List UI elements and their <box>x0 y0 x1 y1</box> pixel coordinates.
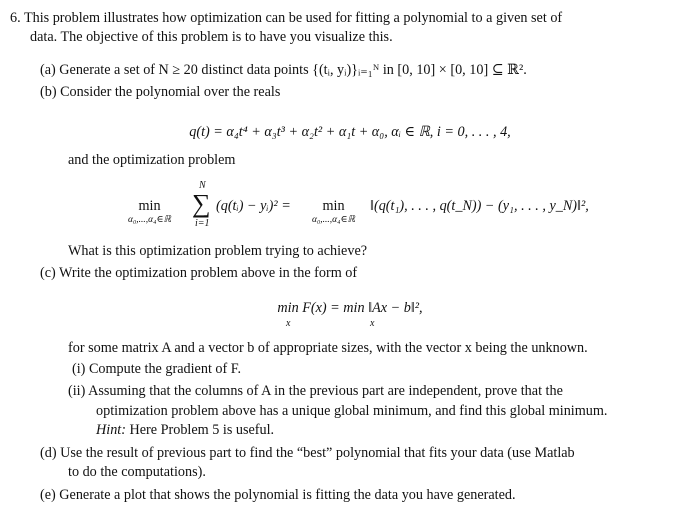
min-sub-x-2: x <box>370 318 375 329</box>
part-c-text: Write the optimization problem above in the form of <box>59 265 358 281</box>
min-subscript: α₀,...,α₄∈ℝ <box>128 215 172 226</box>
part-d-line2: to do the computations). <box>68 464 206 480</box>
part-e-text: Generate a plot that shows the polynomial is fitting the data you have generated. <box>59 487 516 503</box>
part-d <box>40 445 575 462</box>
hint-text: Here Problem 5 is useful. <box>129 422 275 438</box>
and-optimization-text: and the optimization problem <box>68 152 236 168</box>
part-c-ii-label: (ii) <box>68 383 86 399</box>
polynomial-equation: q(t) = α₄t⁴ + α₃t³ + α₂t² + α₁t + α₀, αᵢ ∈ ℝ, i = 0, . . . , 4, <box>189 124 511 140</box>
part-c-i-label: (i) <box>72 361 86 377</box>
min-operator-2 <box>312 198 355 226</box>
min-operator <box>128 198 171 226</box>
least-squares-form: min F(x) = min ‖Ax − b‖², <box>277 300 423 316</box>
part-c-ii-line1: Assuming that the columns of A in the previous part are independent, prove that the <box>88 383 563 399</box>
min-subscript-2: α₀,...,α₄∈ℝ <box>312 215 356 226</box>
part-c-context: for some matrix A and a vector b of appropriate sizes, with the vector x being the unknown. <box>68 340 588 356</box>
min-word-2: min <box>322 198 345 214</box>
part-c <box>40 265 357 282</box>
part-d-label: (d) <box>40 445 57 461</box>
part-a-label: (a) <box>40 62 56 78</box>
part-e <box>40 487 516 504</box>
part-c-i <box>72 361 241 378</box>
part-b-label: (b) <box>40 84 57 100</box>
part-c-hint <box>96 422 274 439</box>
part-a <box>40 62 527 79</box>
sum-upper-limit: N <box>199 180 206 191</box>
part-a-text: Generate a set of N ≥ 20 distinct data points {(tᵢ, yᵢ)}ᵢ₌₁ᴺ in [0, 10] × [0, 10] ⊆ ℝ². <box>59 62 527 78</box>
norm-term: ‖(q(t₁), . . . , q(t_N)) − (y₁, . . . , y_N)‖², <box>370 198 589 214</box>
part-b <box>40 84 280 101</box>
part-b-question: What is this optimization problem trying to achieve? <box>68 243 368 259</box>
optimization-problem <box>0 180 700 228</box>
part-c-ii <box>68 383 563 400</box>
part-e-label: (e) <box>40 487 56 503</box>
min-sub-x-1: x <box>286 318 291 329</box>
intro-text-2: data. The objective of this problem is to have you visualize this. <box>30 29 393 45</box>
sigma-icon: ∑ <box>192 189 211 218</box>
intro-text-1: This problem illustrates how optimization can be used for fitting a polynomial to a given set of <box>23 10 563 26</box>
min-word: min <box>138 198 161 214</box>
sum-lower-limit: i=1 <box>195 218 210 229</box>
problem-intro-line1 <box>10 10 562 27</box>
part-d-line1: Use the result of previous part to find the “best” polynomial that fits your data (use Matlab <box>60 445 575 461</box>
part-b-text: Consider the polynomial over the reals <box>60 84 281 100</box>
hint-label: Hint: <box>96 422 126 438</box>
problem-number: 6. <box>10 10 21 26</box>
sum-term: (q(tᵢ) − yᵢ)² = <box>216 198 291 214</box>
part-c-label: (c) <box>40 265 56 281</box>
part-c-i-text: Compute the gradient of F. <box>88 361 242 377</box>
part-c-ii-line2: optimization problem above has a unique global minimum, and find this global minimum. <box>96 403 608 419</box>
